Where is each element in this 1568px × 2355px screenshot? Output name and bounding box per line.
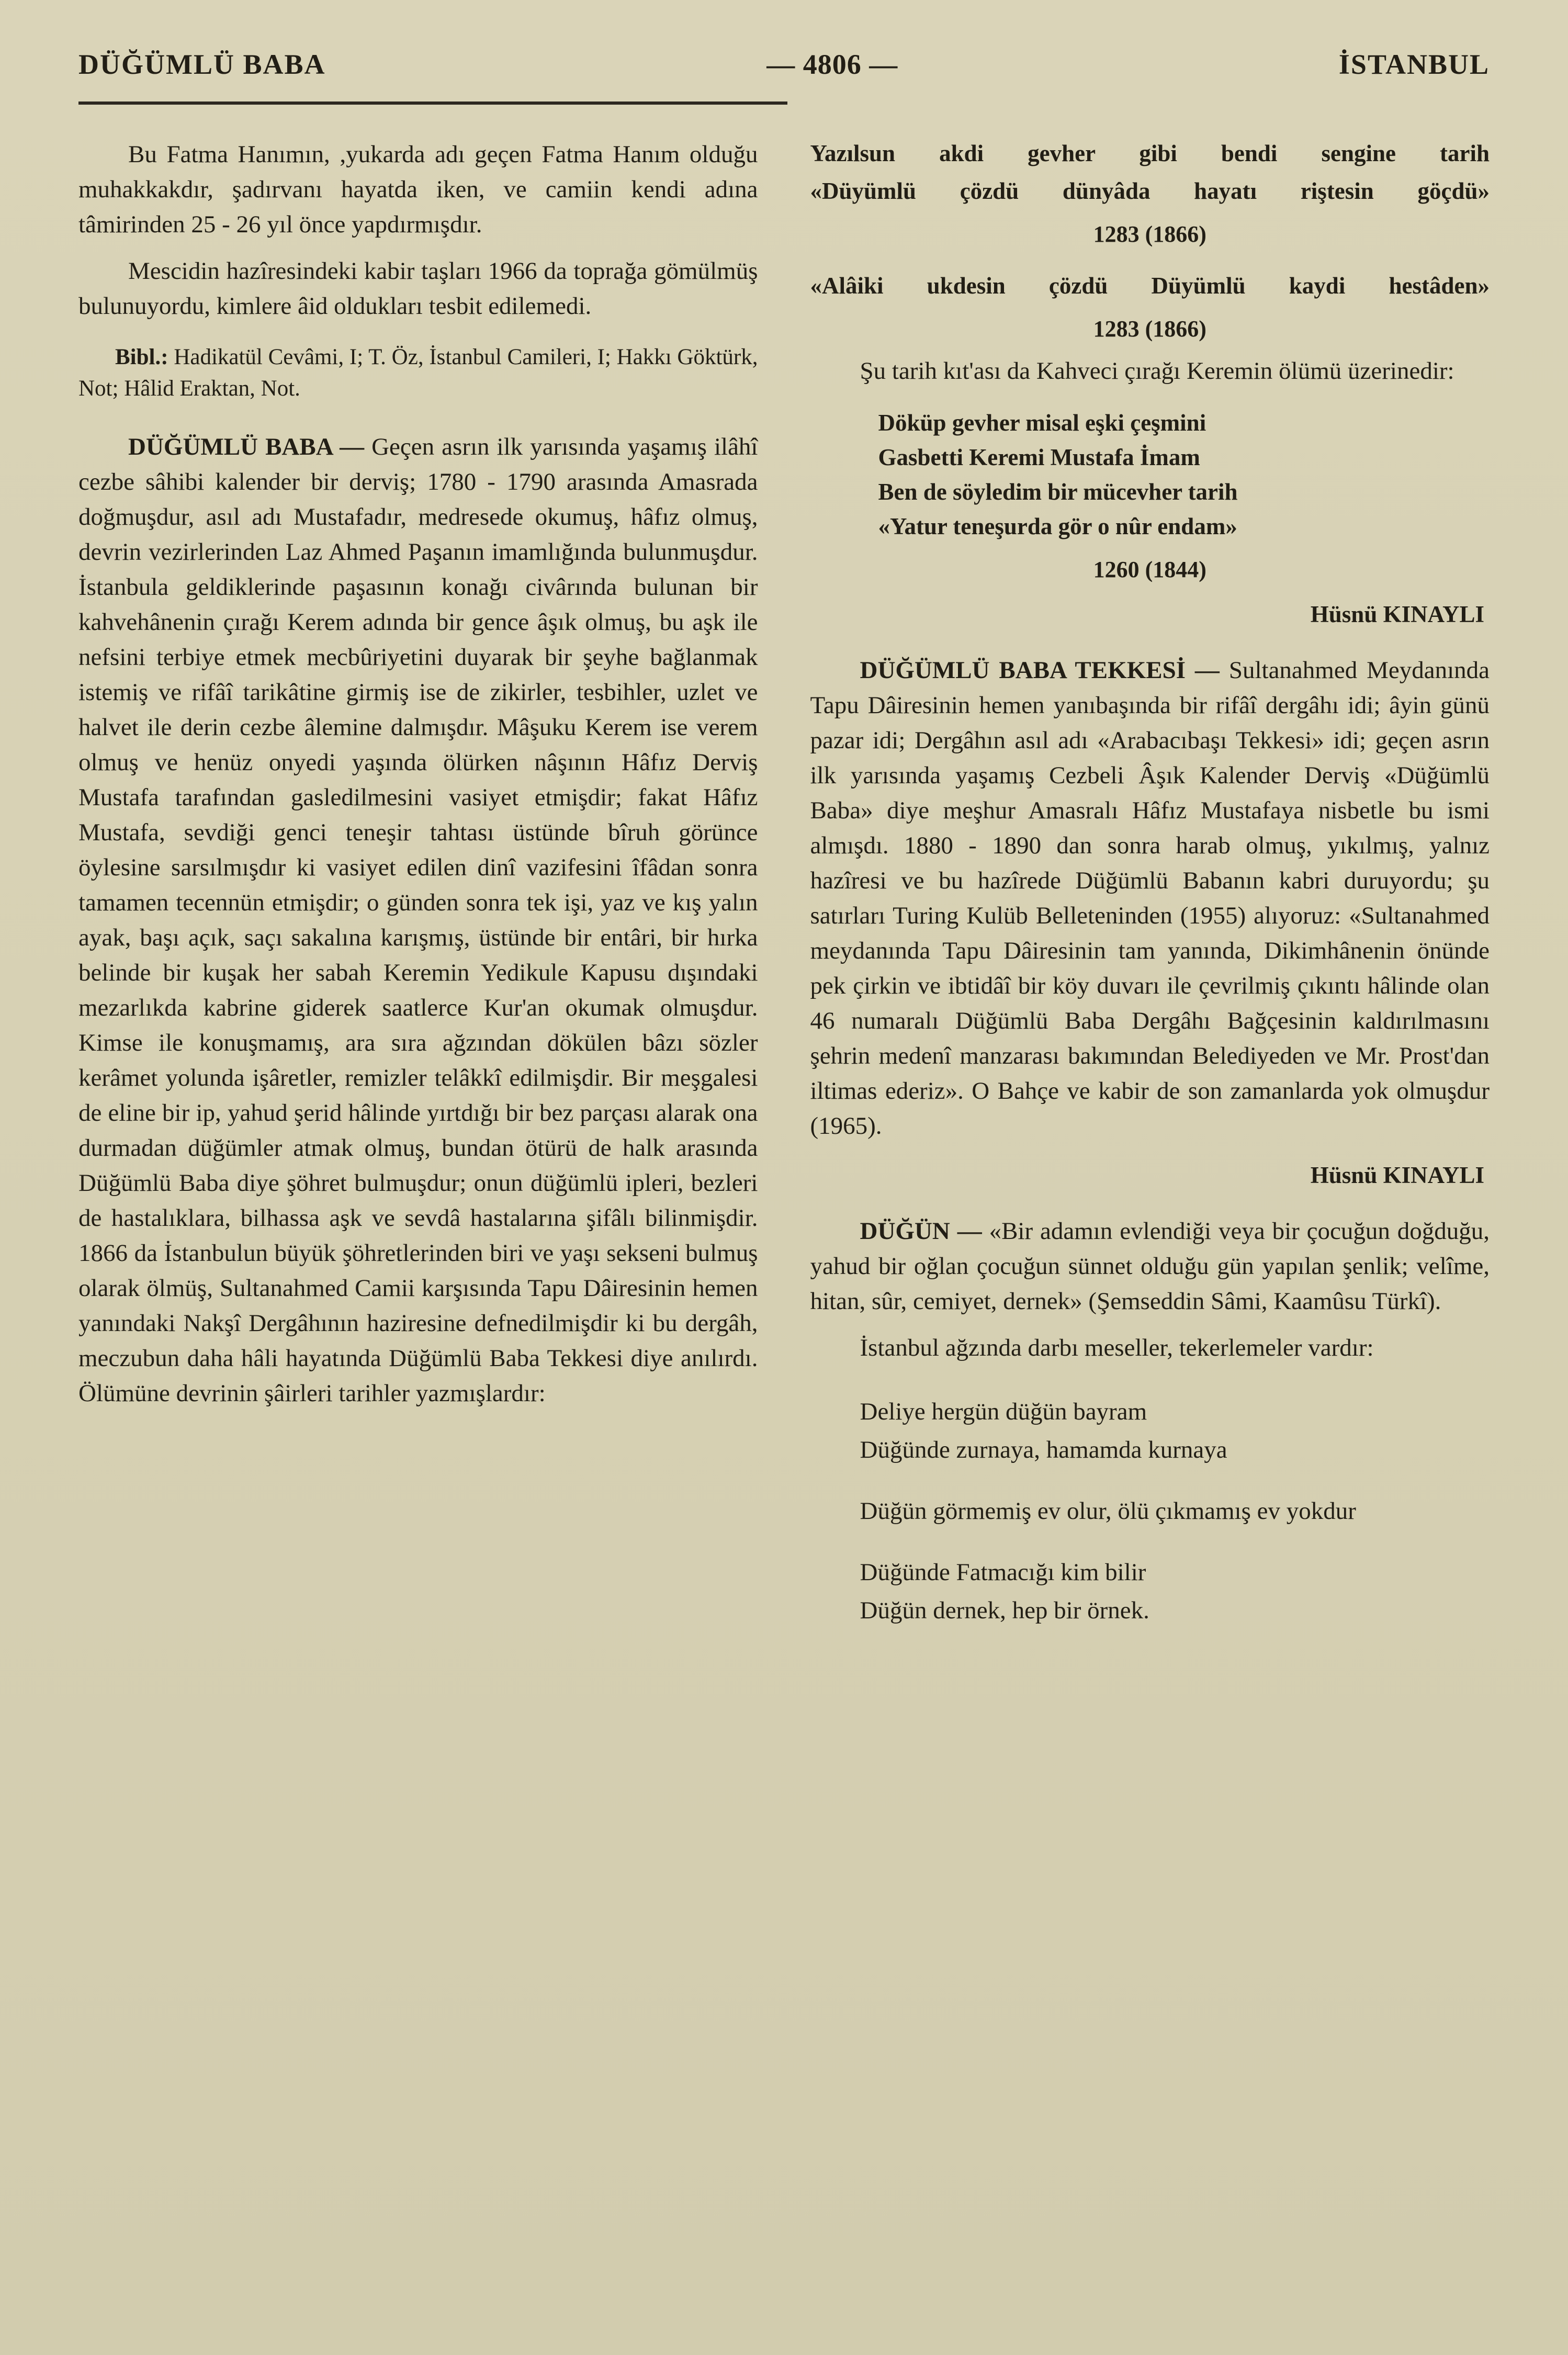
running-title-right: İSTANBUL (1338, 49, 1490, 80)
chronogram-line: Yazılsun akdi gevher gibi bendi sengine tarih (810, 140, 1490, 166)
bibliography-label: Bibl.: (115, 345, 168, 369)
poem-line: Döküp gevher misal eşki çeşmini (878, 410, 1206, 436)
poem-line: Gasbetti Keremi Mustafa İmam (878, 444, 1200, 470)
proverb-line: Deliye hergün düğün bayram (860, 1398, 1147, 1425)
paragraph-fatma-hanim: Bu Fatma Hanımın, ,yukarda adı geçen Fatma Hanım olduğu muhakkakdır, şadırvanı hayatda iken, ve camiin kendi adına tâmirinden 25 - 26 yıl önce yapdırmışdır. (78, 141, 758, 238)
proverb-line: Düğünde zurnaya, hamamda kurnaya (860, 1436, 1227, 1463)
entry-title: DÜĞÜMLÜ BABA TEKKESİ — (860, 657, 1220, 684)
proverb-line: Düğün dernek, hep bir örnek. (860, 1597, 1149, 1624)
chronogram-line: «Düyümlü çözdü dünyâda hayatı riştesin göçdü» (810, 178, 1490, 204)
left-column (78, 137, 758, 1628)
entry-dugun (810, 1214, 1490, 1319)
right-column (810, 137, 1490, 1628)
poem-line: «Yatur teneşurda gör o nûr endam» (878, 513, 1237, 539)
entry-title: DÜĞÜMLÜ BABA — (128, 433, 365, 460)
poem-date: 1260 (1844) (1093, 557, 1206, 582)
proverbs-intro-paragraph: İstanbul ağzında darbı meseller, tekerlemeler vardır: (860, 1334, 1374, 1361)
author-signature: Hüsnü KINAYLI (1310, 601, 1484, 627)
entry-dugumlu-baba (78, 430, 758, 1411)
entry-body: Sultanahmed Meydanında Tapu Dâiresinin hemen yanıbaşında bir rifâî dergâhı idi; âyin günü pazar idi; Dergâhın asıl adı «Arabacıbaşı Tekkesi» idi; geçen asrın ilk yarısında yaşamış Cezbeli Âşık Kalender Derviş «Düğümlü Baba» diye meşhur Amasralı Hâfız Mustafaya nisbetle bu ismi almışdı. 1880 - 1890 dan sonra harab olmuş, yıkılmış, yalnız hazîresi ve bu hazîrede Düğümlü Babanın kabri duruyordu; şu satırları Turing Kulüb Belleteninden (1955) alıyoruz: «Sultanahmed meydanında Tapu Dâiresinin tam yanında, Dikimhânenin önünde pek çirkin ve ibtidâî bir köy duvarı ile çevrilmiş çıkıntı hâlinde olan 46 numaralı Düğümlü Baba Dergâhı Bağçesinin kaldırılmasını şehrin medenî manzarası bakımından Belediyeden ve Mr. Prost'dan iltimas ederiz». O Bahçe ve kabir de son zamanlarda yok olmuşdur (1965). (810, 657, 1490, 1140)
chronogram-line: «Alâiki ukdesin çözdü Düyümlü kaydi hestâden» (810, 273, 1490, 299)
entry-title: DÜĞÜN — (860, 1218, 982, 1245)
chronogram-date: 1283 (1866) (1093, 221, 1206, 247)
chronogram-date: 1283 (1866) (1093, 316, 1206, 342)
entry-dugumlu-baba-tekkesi (810, 653, 1490, 1144)
two-column-body (78, 137, 1490, 1628)
bibliography (78, 342, 758, 404)
poem-line: Ben de söyledim bir mücevher tarih (878, 479, 1238, 505)
page-header (78, 48, 1490, 81)
entry-body: Geçen asrın ilk yarısında yaşamış ilâhî cezbe sâhibi kalender bir derviş; 1780 - 1790 arasında Amasrada doğmuşdur, asıl adı Mustafadır, medresede okumuş, hâfız olmuş, devrin vezirlerinden Laz Ahmed Paşanın imamlığında bulunmuşdur. İstanbula geldiklerinde paşasının konağı civârında bulunan bir kahvehânenin çırağı Kerem adında bir gence âşık olmuş, bu aşk ile nefsini terbiye etmek mecbûriyetini duyarak bir şeyhe bağlanmak istemiş ve rifâî tarikâtine girmiş ise de zikirler, tesbihler, uzlet ve halvet ile derin cezbe âlemine dalmışdır. Mâşuku Kerem ise verem olmuş ve henüz onyedi yaşında ölürken nâşının Hâfız Derviş Mustafa tarafından gasledilmesini vasiyet etmişdir; fakat Hâfız Mustafa, sevdiği genci teneşir tahtası üstünde bîruh görünce öylesine sarsılmışdır ki vasiyet edilen dinî vazifesini îfâdan sonra tamamen tecennün etmişdir; o günden sonra tek işi, yaz ve kış yalın ayak, başı açık, saçı sakalına karışmış, üstünde bir entâri, bir hırka belinde bir kuşak her sabah Keremin Yedikule Kapusu dışındaki mezarlıkda kabrine giderek saatlerce Kur'an okumak olmuşdur. Kimse ile konuşmamış, ara sıra ağzından dökülen bâzı sözler kerâmet yolunda işâretler, remizler telâkkî edilmişdir. Bir meşgalesi de eline bir ip, yahud şerid hâlinde yırtdığı bir bez parçası alarak ona durmadan düğümler atmak olmuş, bundan ötürü de halk arasında Düğümlü Baba diye şöhret bulmuşdur; onun düğümlü ipleri, bezleri de hastalıklara, bilhassa aşk ve sevdâ hastalarına şifâlı bilinmişdir. 1866 da İstanbulun büyük şöhretlerinden biri ve yaşı sekseni bulmuş olarak ölmüş, Sultanahmed Camii karşısında Tapu Dâiresinin hemen yanındaki Nakşî Dergâhının haziresine defnedilmişdir ki bu dergâh, meczubun daha hâli hayatında Düğümlü Baba Tekkesi diye anılırdı. Ölümüne devrinin şâirleri tarihler yazmışlardır: (78, 433, 758, 1407)
author-signature: Hüsnü KINAYLI (1310, 1162, 1484, 1188)
running-title-left: DÜĞÜMLÜ BABA (78, 49, 326, 80)
proverb-line: Düğünde Fatmacığı kim bilir (860, 1559, 1146, 1586)
kerem-elegy-poem (810, 407, 1490, 543)
tarih-intro-paragraph: Şu tarih kıt'ası da Kahveci çırağı Keremin ölümü üzerinedir: (860, 357, 1454, 385)
bibliography-text: Hadikatül Cevâmi, I; T. Öz, İstanbul Camileri, I; Hakkı Göktürk, Not; Hâlid Eraktan, Not. (78, 345, 758, 401)
header-rule (78, 102, 787, 105)
proverb-line: Düğün görmemiş ev olur, ölü çıkmamış ev yokdur (860, 1497, 1356, 1525)
page-number: — 4806 — (766, 49, 898, 80)
paragraph-mescid-hazire: Mescidin hazîresindeki kabir taşları 1966 da toprağa gömülmüş bulunuyordu, kimlere âid oldukları tesbit edilemedi. (78, 257, 758, 320)
entry-body: «Bir adamın evlendiği veya bir çocuğun doğduğu, yahud bir oğlan çocuğun sünnet olduğu gün yapılan şenlik; velîme, hitan, sûr, cemiyet, dernek» (Şemseddin Sâmi, Kaamûsu Türkî). (810, 1218, 1490, 1315)
